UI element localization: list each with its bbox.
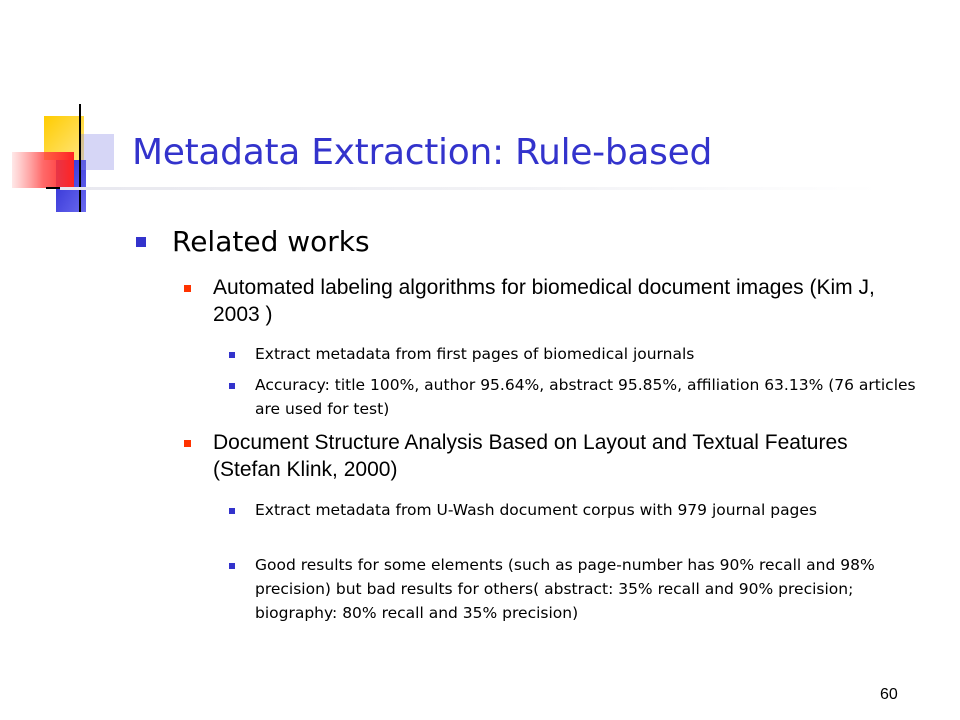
title-underline — [60, 187, 880, 190]
work-klink-text: Document Structure Analysis Based on Layout and Textual Features (Stefan Klink, 2000) — [213, 431, 848, 481]
square-bullet-icon — [184, 285, 191, 292]
square-bullet-icon — [229, 352, 235, 358]
square-bullet-icon — [136, 237, 146, 247]
klink-detail-2-text: Good results for some elements (such as page-number has 90% recall and 98% precision) but bad results for others( abstract: 35% recall and 90% precision; biography: 80% recall and 35% precision) — [255, 556, 875, 622]
kim-detail-2-text: Accuracy: title 100%, author 95.64%, abstract 95.85%, affiliation 63.13% (76 articles are used for test) — [255, 376, 916, 418]
slide-title: Metadata Extraction: Rule-based — [132, 132, 712, 173]
square-bullet-icon — [229, 563, 235, 569]
decorative-squares-logo — [0, 100, 130, 220]
square-bullet-icon — [229, 508, 235, 514]
related-works-heading: Related works — [172, 225, 370, 258]
klink-detail-1-text: Extract metadata from U-Wash document corpus with 979 journal pages — [255, 501, 818, 519]
work-kim-text: Automated labeling algorithms for biomedical document images (Kim J, 2003 ) — [213, 276, 875, 326]
page-number: 60 — [880, 686, 898, 703]
square-bullet-icon — [184, 440, 191, 447]
square-bullet-icon — [229, 383, 235, 389]
kim-detail-1-text: Extract metadata from first pages of biomedical journals — [255, 345, 695, 363]
